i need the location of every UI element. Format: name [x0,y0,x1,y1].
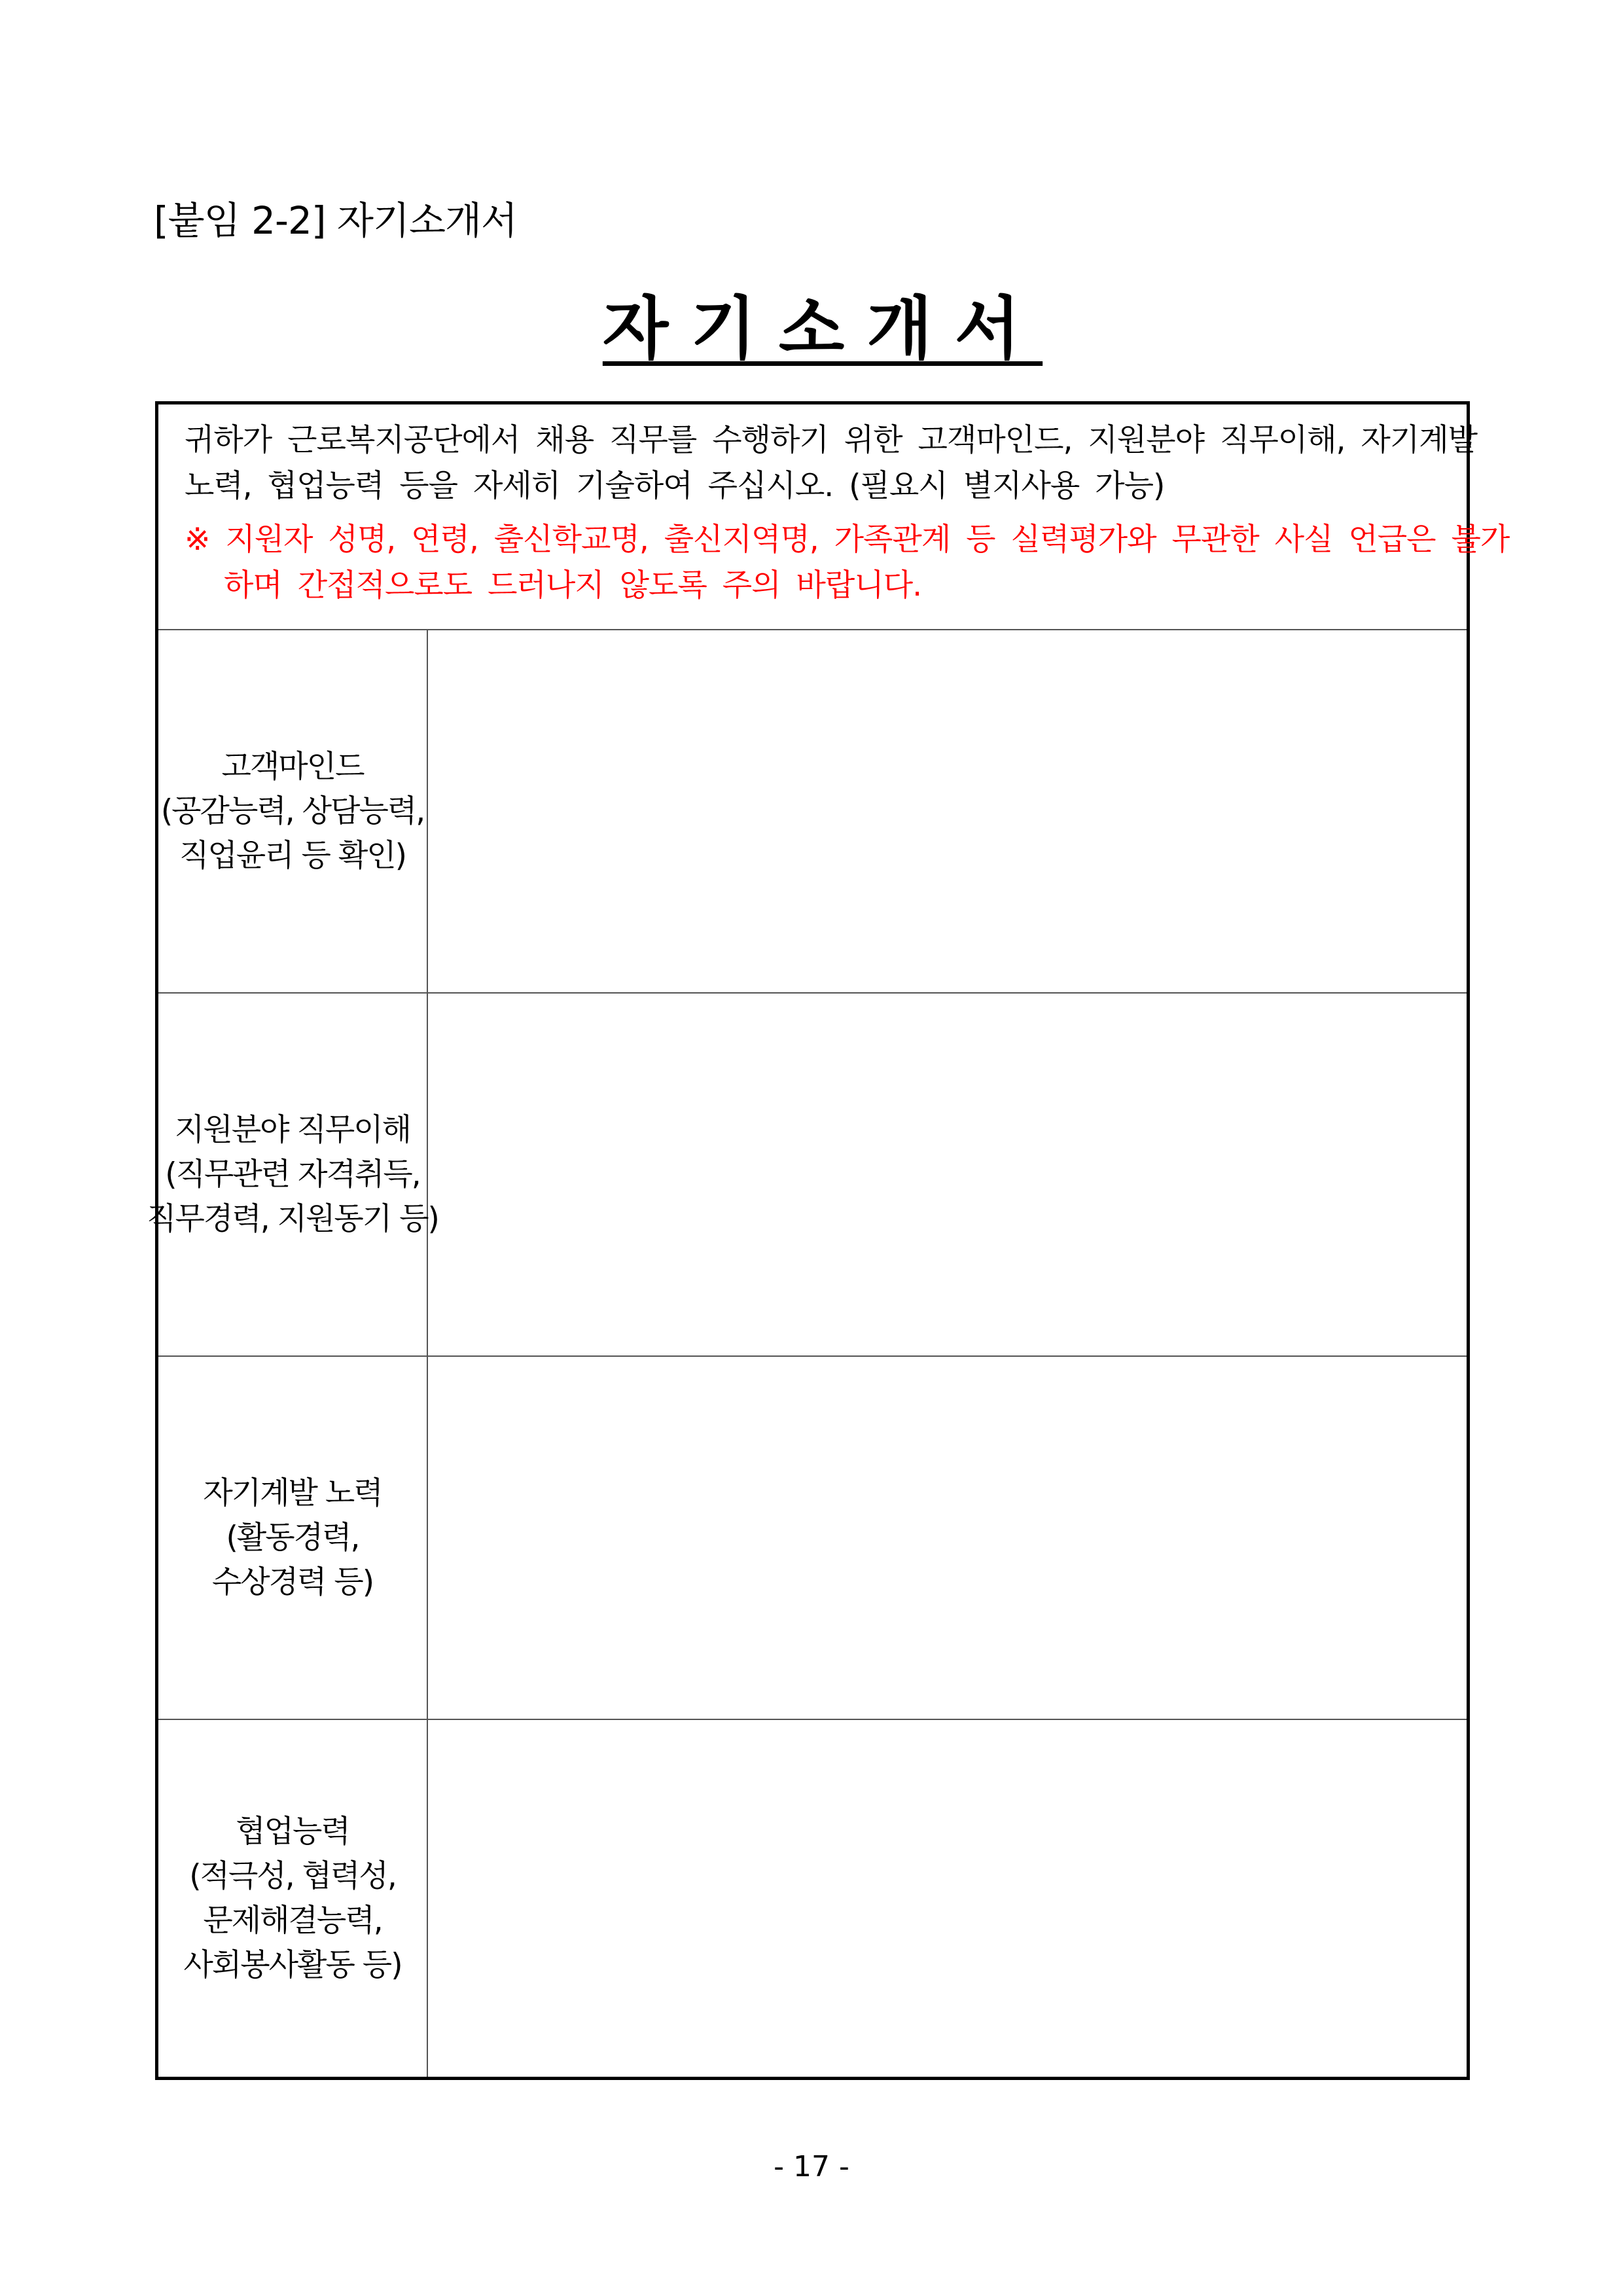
instruction-line: 귀하가 근로복지공단에서 채용 직무를 수행하기 위한 고객마인드, 지원분야 직무이해, 자기계발 [185,422,1478,458]
row-label-line: 문제해결능력, [203,1902,382,1939]
attachment-label: [붙임 2-2] 자기소개서 [154,198,518,243]
row-label [158,1720,428,2077]
row-label-line: 직무경력, 지원동기 등) [147,1200,438,1237]
form-row-self-development [158,1357,1467,1720]
warning-line: 하며 간접적으로도 드러나지 않도록 주의 바랍니다. [224,567,922,603]
row-label-line: 고객마인드 [221,748,364,785]
row-label-line: 협업능력 [236,1813,349,1850]
document-title [0,288,1623,370]
row-label-line: (활동경력, [226,1519,359,1556]
instruction-line: 노력, 협업능력 등을 자세히 기술하여 주십시오. (필요시 별지사용 가능) [185,468,1165,504]
row-label-line: (직무관련 자격취득, [165,1156,420,1193]
document-title-text: 자기소개서 [602,289,1043,368]
row-label-line: 직업윤리 등 확인) [179,837,406,874]
row-label [147,994,438,1355]
row-label-line: (공감능력, 상담능력, [160,793,425,829]
form-row-job-understanding [147,994,1467,1357]
row-label-line: (적극성, 협력성, [189,1857,396,1894]
warning-line: ※ 지원자 성명, 연령, 출신학교명, 출신지역명, 가족관계 등 실력평가와 무관한 사실 언급은 불가 [185,522,1510,558]
row-label [158,1357,428,1719]
row-label-line: 수상경력 등) [211,1564,374,1600]
self-introduction-form [147,401,1510,2080]
row-label-line: 사회봉사활동 등) [183,1946,402,1983]
row-label-line: 자기계발 노력 [203,1475,382,1511]
instructions-box [158,404,1510,630]
answer-field[interactable] [428,1720,1467,2077]
form-row-collaboration [158,1720,1467,2077]
row-label-line: 지원분야 직무이해 [174,1111,411,1148]
answer-field[interactable] [428,994,1467,1355]
page-number: - 17 - [774,2150,849,2183]
answer-field[interactable] [428,1357,1467,1719]
form-row-customer-mind [158,630,1467,994]
row-label [158,630,428,992]
answer-field[interactable] [428,630,1467,992]
